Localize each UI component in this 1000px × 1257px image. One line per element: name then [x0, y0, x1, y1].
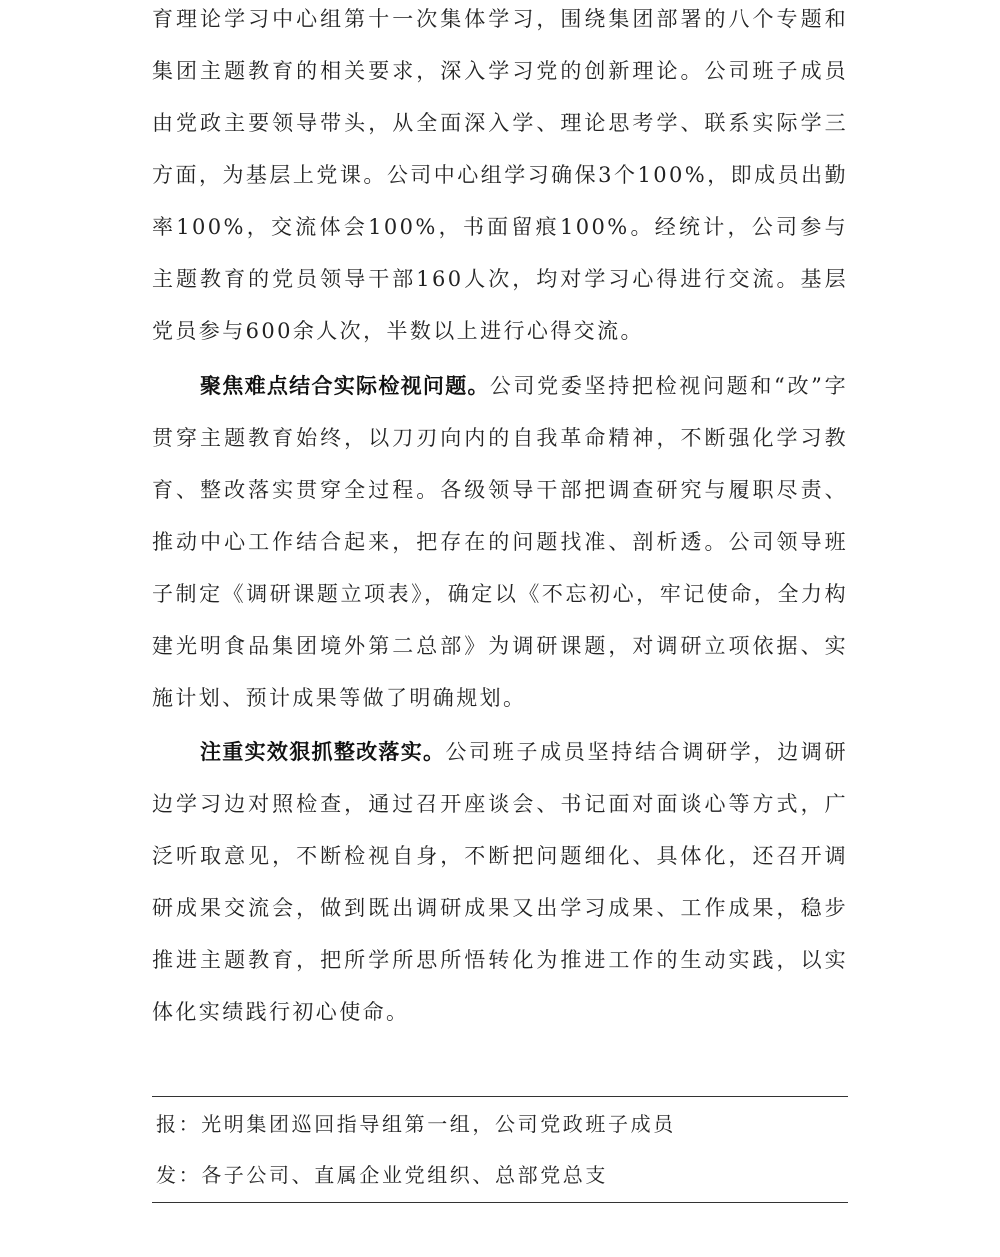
- paragraph-study: [152, 0, 848, 357]
- divider-bottom: [152, 1202, 848, 1203]
- distribution-send-line: 发：各子公司、直属企业党组织、总部党总支: [156, 1163, 608, 1187]
- distribution-report-line: 报：光明集团巡回指导组第一组，公司党政班子成员: [156, 1112, 676, 1136]
- paragraph-heading-inspect: 聚焦难点结合实际检视问题。: [200, 374, 490, 398]
- paragraph-rectification-text: 公司班子成员坚持结合调研学，边调研边学习边对照检查，通过召开座谈会、书记面对面谈心等方式，广泛听取意见，不断检视自身，不断把问题细化、具体化，还召开调研成果交流会，做到既出调研成果又出学习成果、工作成果，稳步推进主题教育，把所学所思所悟转化为推进工作的生动实践，以实体化实绩践行初心使命。: [152, 740, 848, 1024]
- paragraph-inspect-text: 公司党委坚持把检视问题和“改”字贯穿主题教育始终，以刀刃向内的自我革命精神，不断强化学习教育、整改落实贯穿全过程。各级领导干部把调查研究与履职尽责、推动中心工作结合起来，把存在的问题找准、剖析透。公司领导班子制定《调研课题立项表》，确定以《不忘初心，牢记使命，全力构建光明食品集团境外第二总部》为调研课题，对调研立项依据、实施计划、预计成果等做了明确规划。: [152, 374, 849, 710]
- paragraph-heading-rectification: 注重实效狠抓整改落实。: [200, 740, 446, 764]
- paragraph-study-text: 育理论学习中心组第十一次集体学习，围绕集团部署的八个专题和集团主题教育的相关要求，深入学习党的创新理论。公司班子成员由党政主要领导带头，从全面深入学、理论思考学、联系实际学三方面，为基层上党课。公司中心组学习确保3个100%，即成员出勤率100%，交流体会100%，书面留痕100%。经统计，公司参与主题教育的党员领导干部160人次，均对学习心得进行交流。基层党员参与600余人次，半数以上进行心得交流。: [152, 7, 848, 343]
- divider-top: [152, 1096, 848, 1097]
- paragraph-inspect-problems: [152, 360, 848, 724]
- paragraph-rectification: [152, 726, 848, 1038]
